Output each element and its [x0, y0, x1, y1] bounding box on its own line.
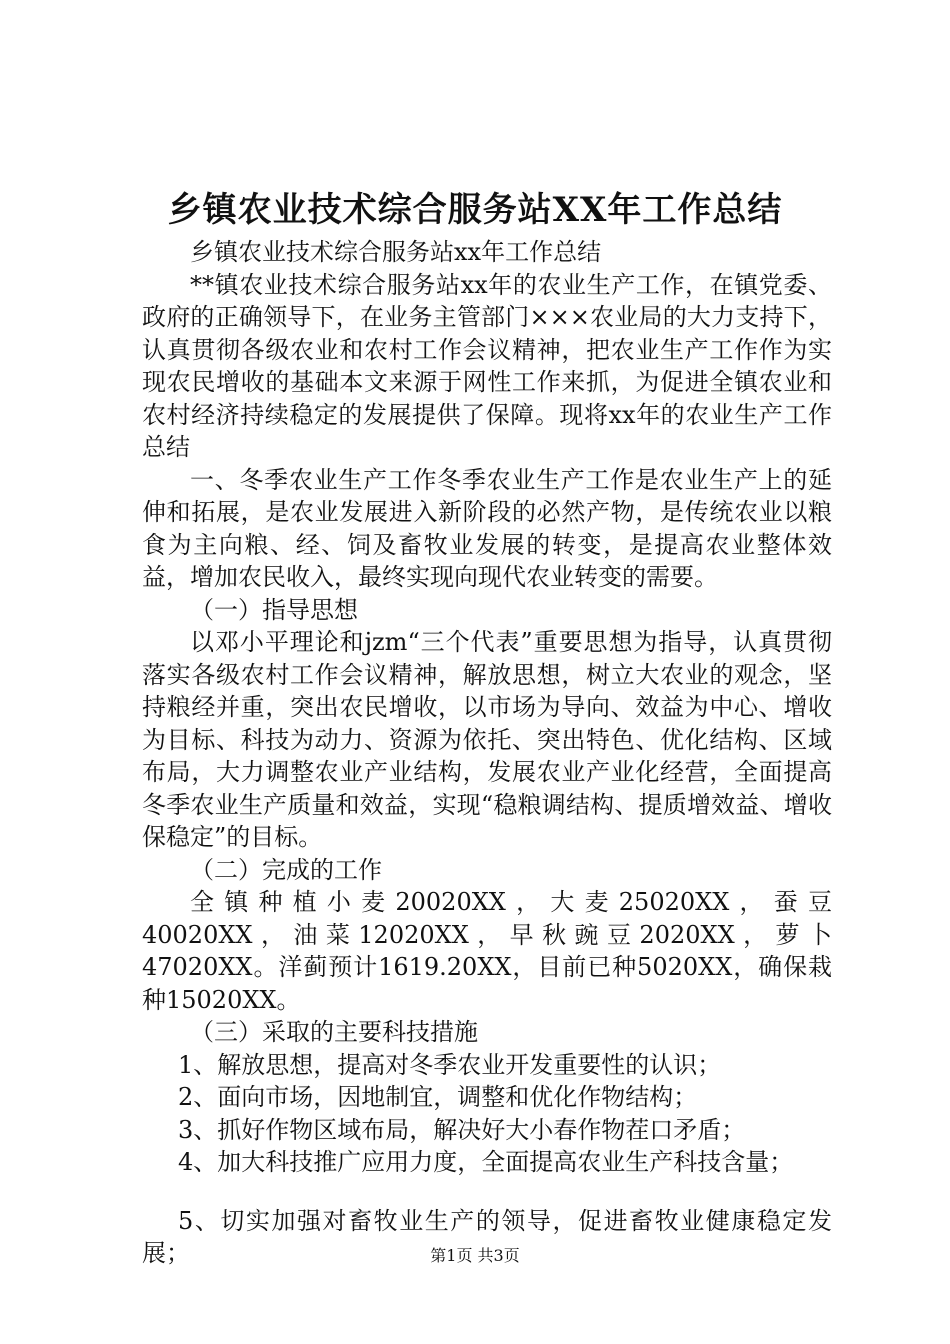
list-item: 4、加大科技推广应用力度，全面提高农业生产科技含量；	[178, 1148, 794, 1176]
list-item: 5、切实加强对畜牧业生产的领导，促进畜牧业健康稳定发展；	[142, 1206, 832, 1267]
section-one-paragraph: 一、冬季农业生产工作冬季农业生产工作是农业生产上的延伸和拓展，是农业发展进入新阶段的必然产物，是传统农业以粮食为主向粮、经、饲及畜牧业发展的转变，是提高农业整体效益，增加农民收入，最终实现向现代农业转变的需要。	[142, 465, 832, 591]
heading-tech-measures: （三）采取的主要科技措施	[190, 1018, 478, 1046]
heading-completed-work: （二）完成的工作	[190, 855, 382, 884]
guiding-thought-paragraph: 以邓小平理论和jzm“三个代表”重要思想为指导，认真贯彻落实各级农村工作会议精神，解放思想，树立大农业的观念，坚持粮经并重，突出农民增收，以市场为导向、效益为中心、增收为目标、科技为动力、资源为依托、突出特色、优化结构、区域布局，大力调整农业产业结构，发展农业产业化经营，全面提高冬季农业生产质量和效益，实现“稳粮调结构、提质增效益、增收保稳定”的目标。	[142, 628, 832, 851]
intro-paragraph: **镇农业技术综合服务站xx年的农业生产工作，在镇党委、政府的正确领导下，在业务主管部门×××农业局的大力支持下，认真贯彻各级农业和农村工作会议精神，把农业生产工作作为实现农民增收的基础本文来源于网性工作来抓，为促进全镇农业和农村经济持续稳定的发展提供了保障。现将xx年的农业生产工作总结	[142, 270, 832, 461]
page-footer: 第1页 共3页	[430, 1246, 520, 1265]
completed-work-paragraph: 全镇种植小麦20020XX，大麦25020XX，蚕豆40020XX，油菜12020XX，早秋豌豆2020XX，萝卜47020XX。洋蓟预计1619.20XX，目前已种5020XX，确保栽种15020XX。	[142, 888, 832, 1014]
document-title: 乡镇农业技术综合服务站XX年工作总结	[167, 190, 783, 230]
list-item: 2、面向市场，因地制宜，调整和优化作物结构；	[178, 1083, 698, 1111]
document-body	[142, 236, 832, 1270]
heading-guiding-thought: （一）指导思想	[190, 595, 358, 624]
subtitle-paragraph: 乡镇农业技术综合服务站xx年工作总结	[190, 238, 602, 266]
list-item: 1、解放思想，提高对冬季农业开发重要性的认识；	[178, 1050, 722, 1079]
list-item: 3、抓好作物区域布局，解决好大小春作物茬口矛盾；	[178, 1115, 746, 1144]
